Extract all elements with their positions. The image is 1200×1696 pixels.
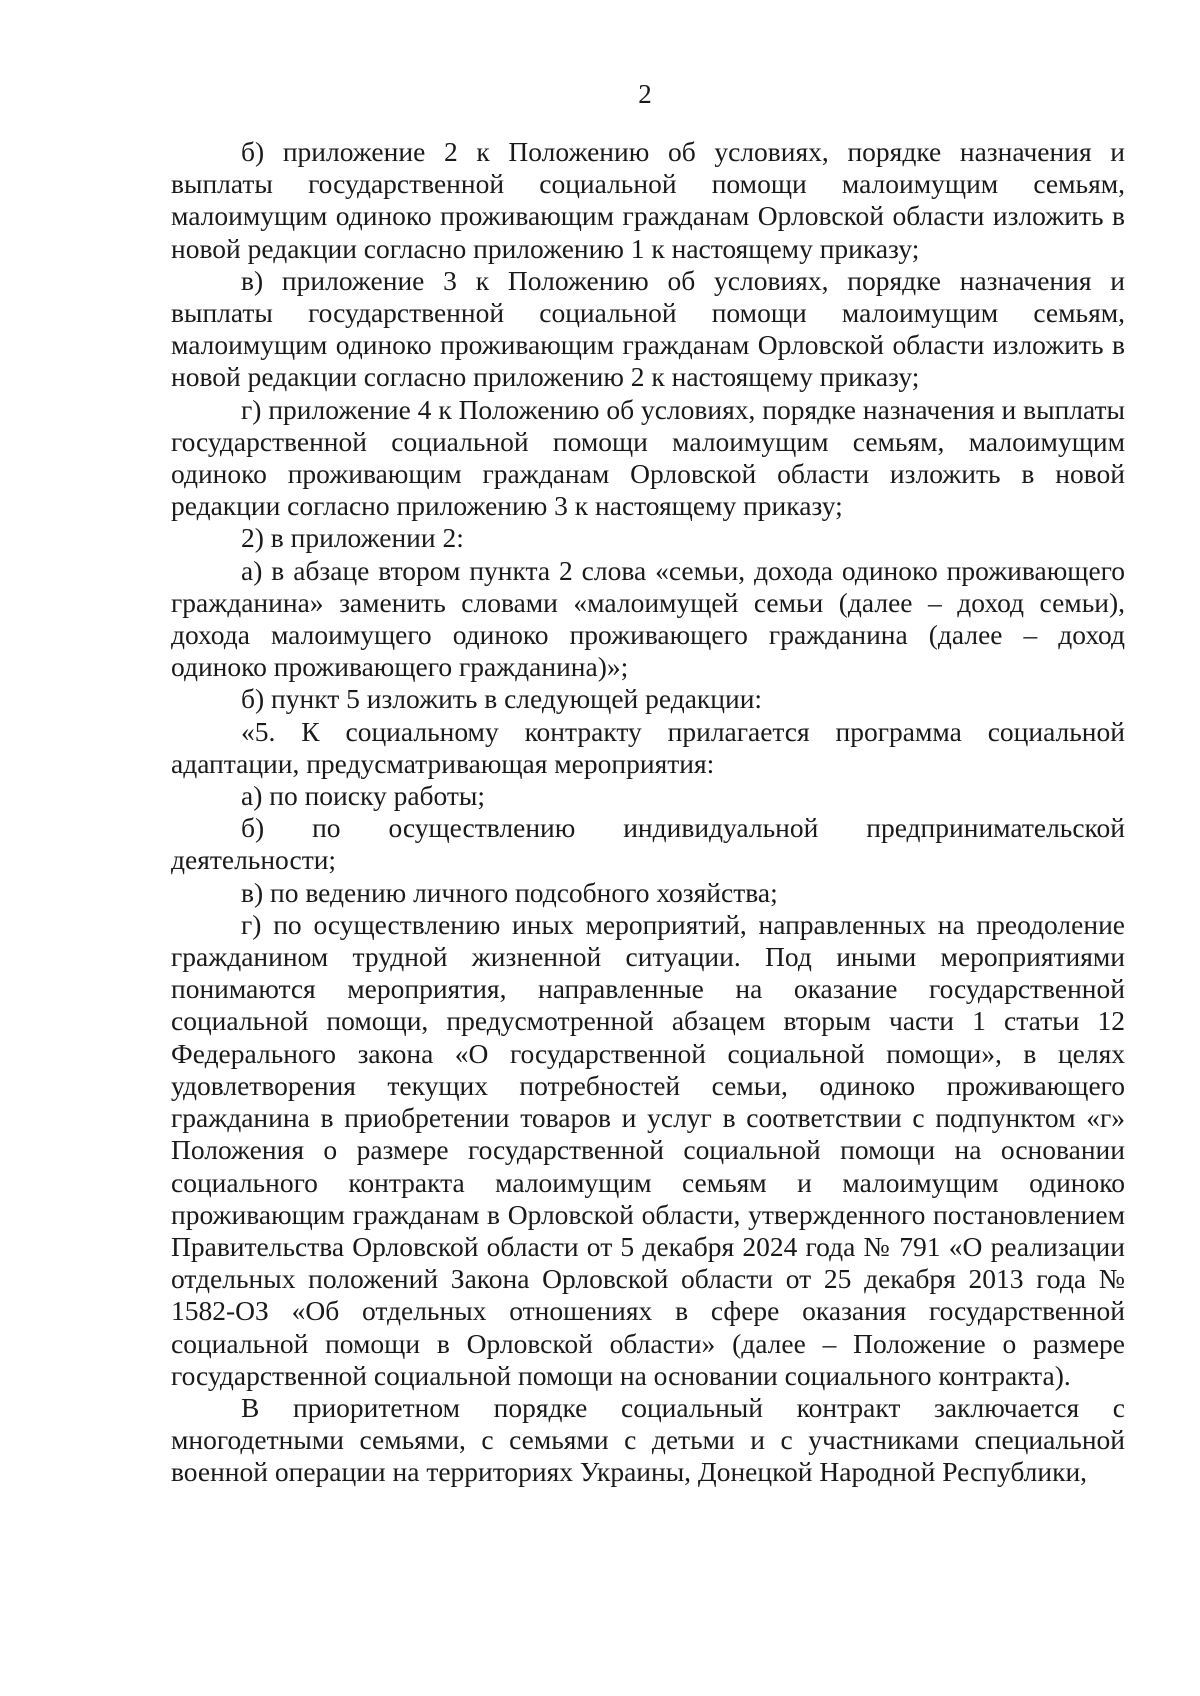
paragraph-item-g-appendix-4: г) приложение 4 к Положению об условиях, порядке назначения и выплаты государственной социальной помощи малоимущим семьям, малоимущим одиноко проживающим гражданам Орловской области изложить в новой редакции согласно приложению 3 к настоящему приказу; <box>171 393 1125 522</box>
paragraph-item-a-replace-words: а) в абзаце втором пункта 2 слова «семьи, дохода одиноко проживающего гражданина» заменить словами «малоимущей семьи (далее – доход семьи), дохода малоимущего одиноко проживающего гражданина (далее – доход одиноко проживающего гражданина)»; <box>171 554 1125 683</box>
paragraph-item-v-appendix-3: в) приложение 3 к Положению об условиях, порядке назначения и выплаты государственной социальной помощи малоимущим семьям, малоимущим одиноко проживающим гражданам Орловской области изложить в новой редакции согласно приложению 2 к настоящему приказу; <box>171 264 1125 393</box>
paragraph-priority: В приоритетном порядке социальный контракт заключается с многодетными семьями, с семьями с детьми и с участниками специальной военной операции на территориях Украины, Донецкой Народной Республики, <box>171 1391 1125 1488</box>
paragraph-item-b-appendix-2: б) приложение 2 к Положению об условиях, порядке назначения и выплаты государственной социальной помощи малоимущим семьям, малоимущим одиноко проживающим гражданам Орловской области изложить в новой редакции согласно приложению 1 к настоящему приказу; <box>171 136 1125 264</box>
paragraph-measure-a: а) по поиску работы; <box>241 780 486 812</box>
paragraph-section-2-heading: 2) в приложении 2: <box>241 522 464 554</box>
paragraph-measure-v: в) по ведению личного подсобного хозяйства; <box>241 876 778 908</box>
document-body <box>171 136 1125 1489</box>
page-number: 2 <box>638 79 652 109</box>
paragraph-measure-b: б) по осуществлению индивидуальной предпринимательской деятельности; <box>171 812 1125 876</box>
paragraph-point-5-intro: «5. К социальному контракту прилагается программа социальной адаптации, предусматривающая мероприятия: <box>171 715 1125 779</box>
paragraph-measure-g: г) по осуществлению иных мероприятий, направленных на преодоление гражданином трудной жизненной ситуации. Под иными мероприятиями понимаются мероприятия, направленные на оказание государственной социальной помощи, предусмотренной абзацем вторым части 1 статьи 12 Федерального закона «О государственной социальной помощи», в целях удовлетворения текущих потребностей семьи, одиноко проживающего гражданина в приобретении товаров и услуг в соответствии с подпунктом «г» Положения о размере государственной социальной помощи на основании социального контракта малоимущим семьям и малоимущим одиноко проживающим гражданам в Орловской области, утвержденного постановлением Правительства Орловской области от 5 декабря 2024 года № 791 «О реализации отдельных положений Закона Орловской области от 25 декабря 2013 года № 1582-ОЗ «Об отдельных отношениях в сфере оказания государственной социальной помощи в Орловской области» (далее – Положение о размере государственной социальной помощи на основании социального контракта). <box>171 908 1125 1391</box>
paragraph-item-b-point-5: б) пункт 5 изложить в следующей редакции: <box>241 683 763 715</box>
